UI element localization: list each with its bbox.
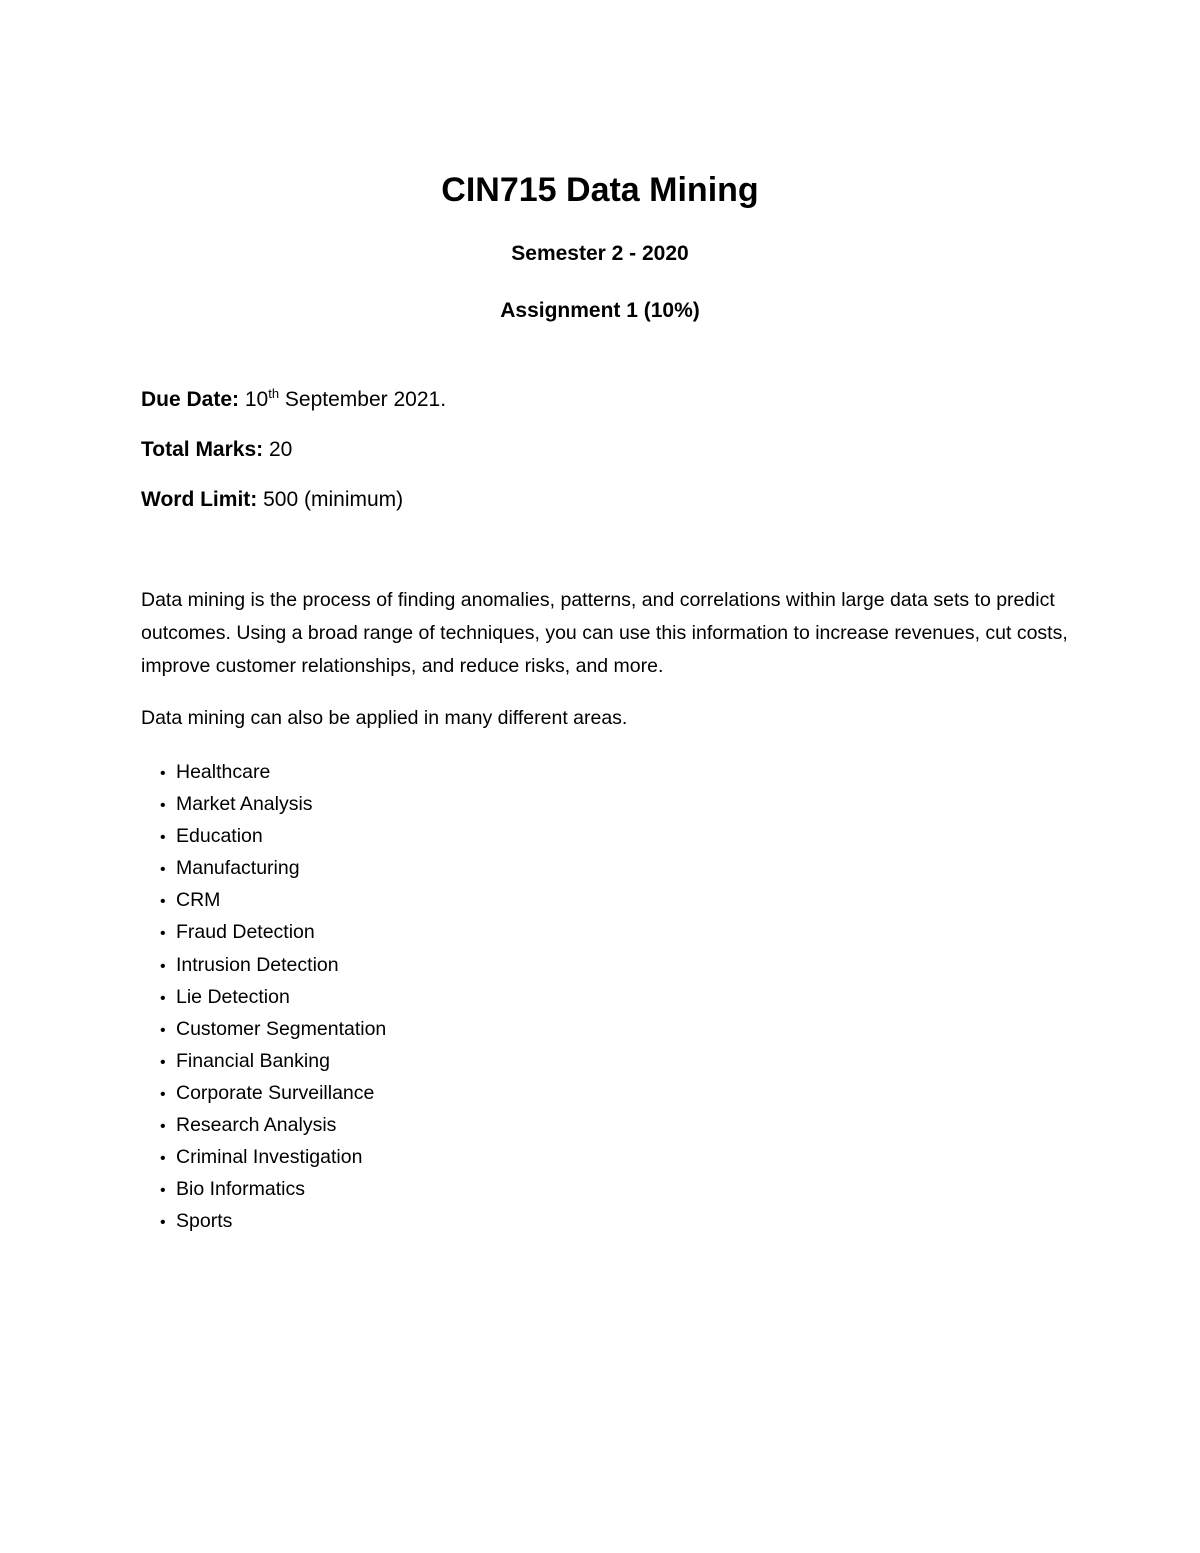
areas-list	[160, 757, 386, 1238]
bullet-icon: •	[160, 1118, 166, 1136]
list-item-label: Lie Detection	[176, 985, 290, 1008]
document-title: CIN715 Data Mining	[441, 171, 759, 209]
list-item	[160, 950, 386, 982]
list-item-label: Bio Informatics	[176, 1178, 305, 1201]
word-limit-value: 500 (minimum)	[263, 488, 404, 511]
areas-intro-paragraph: Data mining can also be applied in many different areas.	[141, 707, 628, 729]
bullet-icon: •	[160, 1085, 166, 1103]
due-date-line	[141, 386, 446, 414]
due-date-label: Due Date:	[141, 388, 240, 411]
assignment-heading: Assignment 1 (10%)	[500, 299, 700, 322]
list-item	[160, 757, 386, 789]
word-limit-line	[141, 486, 403, 514]
list-item-label: Education	[176, 825, 263, 848]
intro-paragraph: Data mining is the process of finding anomalies, patterns, and correlations within large data sets to predict outcomes. Using a broad range of techniques, you can use this information to increase revenues, cut costs, improve customer relationships, and reduce risks, and more.	[141, 589, 1068, 677]
total-marks-label: Total Marks:	[141, 438, 264, 461]
list-item-label: Financial Banking	[176, 1049, 330, 1072]
due-date-day: 10	[244, 388, 269, 411]
bullet-icon: •	[160, 1150, 166, 1168]
list-item	[160, 1110, 386, 1142]
due-date-rest: September 2021.	[284, 388, 447, 411]
list-item-label: Corporate Surveillance	[176, 1081, 375, 1104]
bullet-icon: •	[160, 989, 166, 1007]
bullet-icon: •	[160, 893, 166, 911]
bullet-icon: •	[160, 797, 166, 815]
list-item	[160, 1174, 386, 1206]
bullet-icon: •	[160, 1053, 166, 1071]
bullet-icon: •	[160, 925, 166, 943]
list-item	[160, 885, 386, 917]
list-item	[160, 1206, 386, 1238]
list-item-label: Fraud Detection	[176, 921, 315, 944]
bullet-icon: •	[160, 957, 166, 975]
total-marks-line	[141, 436, 292, 464]
list-item-label: Criminal Investigation	[176, 1146, 363, 1169]
list-item	[160, 1142, 386, 1174]
bullet-icon: •	[160, 1182, 166, 1200]
list-item	[160, 1046, 386, 1078]
list-item	[160, 789, 386, 821]
word-limit-label: Word Limit:	[141, 488, 258, 511]
due-date-ordinal: th	[268, 386, 280, 401]
list-item-label: Intrusion Detection	[176, 953, 339, 976]
list-item-label: Research Analysis	[176, 1114, 337, 1137]
list-item-label: Healthcare	[176, 761, 271, 783]
list-item-label: Manufacturing	[176, 857, 300, 880]
list-item-label: CRM	[176, 889, 221, 912]
bullet-icon: •	[160, 1021, 166, 1039]
list-item-label: Sports	[176, 1210, 233, 1233]
list-item	[160, 853, 386, 885]
bullet-icon: •	[160, 861, 166, 879]
total-marks-value: 20	[268, 438, 293, 461]
list-item-label: Customer Segmentation	[176, 1017, 387, 1040]
bullet-icon: •	[160, 1214, 166, 1232]
list-item-label: Market Analysis	[176, 793, 313, 816]
list-item	[160, 982, 386, 1014]
list-item	[160, 1014, 386, 1046]
list-item	[160, 821, 386, 853]
bullet-icon: •	[160, 765, 166, 782]
semester-heading: Semester 2 - 2020	[511, 242, 689, 265]
bullet-icon: •	[160, 829, 166, 847]
list-item	[160, 917, 386, 949]
list-item	[160, 1078, 386, 1110]
